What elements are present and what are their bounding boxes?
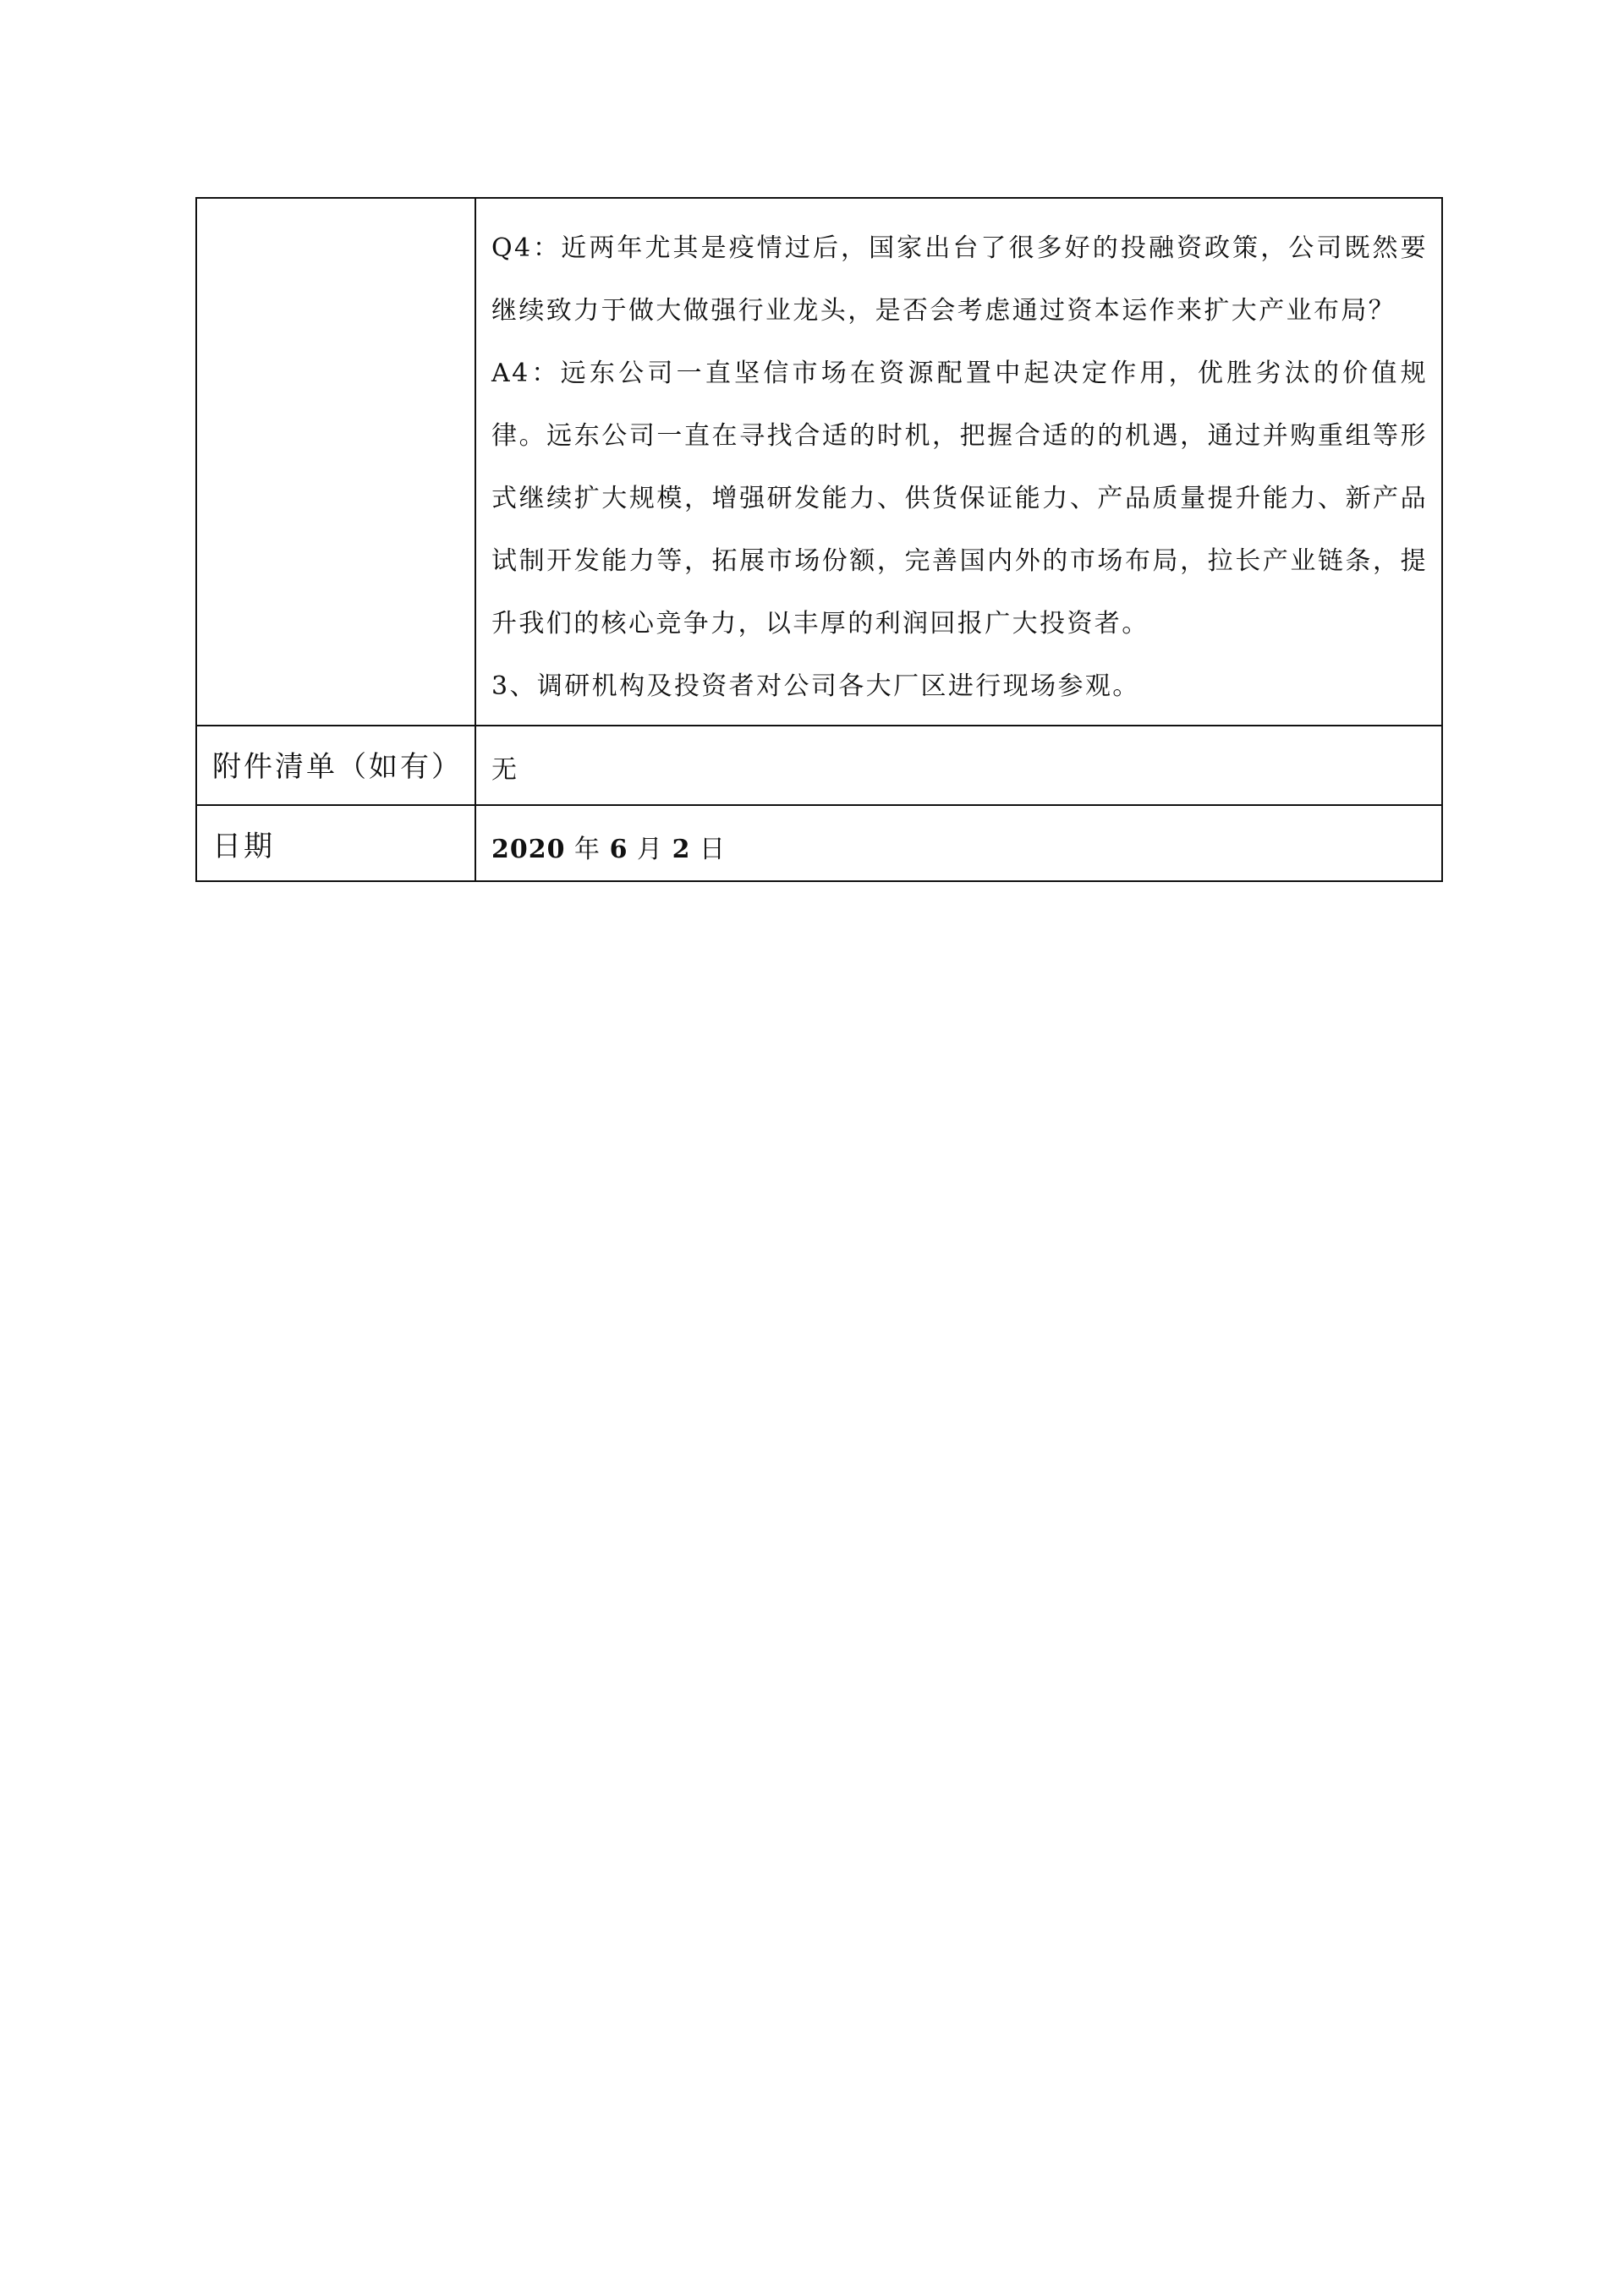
date-day: 2 <box>672 835 691 864</box>
date-row <box>196 805 1442 881</box>
date-label: 日期 <box>196 805 475 881</box>
date-month: 6 <box>609 835 628 864</box>
content-row <box>196 198 1442 726</box>
attachments-label: 附件清单（如有） <box>196 726 475 805</box>
investor-relations-record-table <box>195 197 1443 882</box>
date-year: 2020 <box>491 835 566 864</box>
attachments-row <box>196 726 1442 805</box>
answer-a4: A4：远东公司一直坚信市场在资源配置中起决定作用，优胜劣汰的价值规律。远东公司一直在寻找合适的时机，把握合适的的机遇，通过并购重组等形式继续扩大规模，增强研发能力、供货保证能力、产品质量提升能力、新产品试制开发能力等，拓展市场份额，完善国内外的市场布局，拉长产业链条，提升我们的核心竞争力，以丰厚的利润回报广大投资者。 <box>491 359 1428 638</box>
content-cell <box>475 198 1442 726</box>
date-day-unit: 日 <box>699 835 726 864</box>
attachments-value: 无 <box>475 726 1442 805</box>
date-month-unit: 月 <box>637 835 664 864</box>
date-year-unit: 年 <box>574 835 601 864</box>
empty-label-cell <box>196 198 475 726</box>
date-value <box>475 805 1442 881</box>
question-q4: Q4：近两年尤其是疫情过后，国家出台了很多好的投融资政策，公司既然要继续致力于做大做强行业龙头，是否会考虑通过资本运作来扩大产业布局？ <box>491 233 1428 326</box>
site-visit-note: 3、调研机构及投资者对公司各大厂区进行现场参观。 <box>491 671 1140 701</box>
